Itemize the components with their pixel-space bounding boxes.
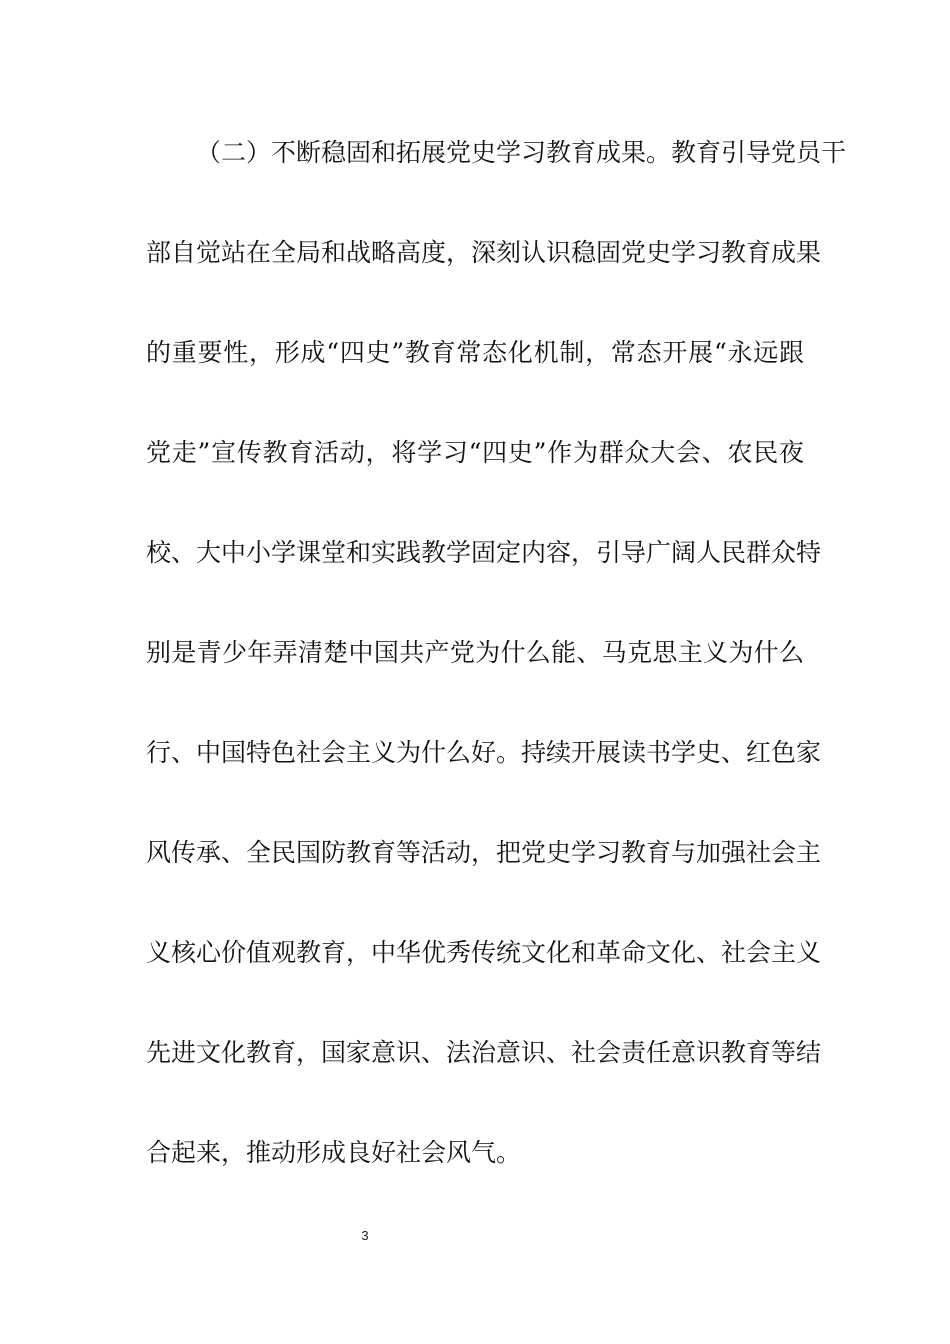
paragraph-line-11: 合起来，推动形成良好社会风气。: [146, 1138, 522, 1167]
paragraph-line-6: 别是青少年弄清楚中国共产党为什么能、马克思主义为什么: [146, 638, 804, 667]
paragraph-line-10: 先进文化教育，国家意识、法治意识、社会责任意识教育等结: [146, 1038, 822, 1067]
paragraph-line-4: 党走”宣传教育活动，将学习“四史”作为群众大会、农民夜: [146, 438, 804, 467]
paragraph-line-2: 部自觉站在全局和战略高度，深刻认识稳固党史学习教育成果: [146, 238, 822, 267]
page-number: 3: [361, 1228, 369, 1243]
paragraph-line-9: 义核心价值观教育，中华优秀传统文化和革命文化、社会主义: [146, 938, 822, 967]
paragraph-line-3: 的重要性，形成“四史”教育常态化机制，常态开展“永远跟: [146, 338, 804, 367]
paragraph-line-1: （二）不断稳固和拓展党史学习教育成果。教育引导党员干: [196, 138, 847, 167]
paragraph-line-7: 行、中国特色社会主义为什么好。持续开展读书学史、红色家: [146, 738, 822, 767]
paragraph-line-8: 风传承、全民国防教育等活动，把党史学习教育与加强社会主: [146, 838, 822, 867]
paragraph-line-5: 校、大中小学课堂和实践教学固定内容，引导广阔人民群众特: [146, 538, 822, 567]
